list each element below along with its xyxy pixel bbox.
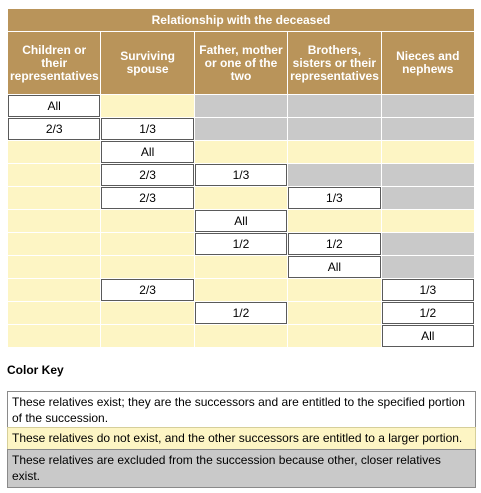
table-cell-spouse: All [101,141,194,164]
table-cell-spouse [101,256,194,279]
column-header-siblings: Brothers, sisters or their representatives [288,32,381,95]
table-row [8,233,475,256]
table-cell-spouse: 1/3 [101,118,194,141]
table-cell-children [8,141,101,164]
table-cell-children [8,210,101,233]
table-cell-siblings [288,325,381,348]
table-cell-nieces-nephews: All [381,325,474,348]
table-cell-nieces-nephews [381,256,474,279]
table-cell-parents [194,118,287,141]
table-cell-siblings: All [288,256,381,279]
table-cell-siblings: 1/3 [288,187,381,210]
table-cell-spouse [101,325,194,348]
table-cell-siblings [288,118,381,141]
table-cell-siblings [288,164,381,187]
table-cell-parents: 1/3 [194,164,287,187]
table-cell-parents: All [194,210,287,233]
table-cell-nieces-nephews [381,210,474,233]
table-cell-nieces-nephews [381,141,474,164]
table-cell-parents [194,325,287,348]
table-row [8,210,475,233]
color-key-title: Color Key [7,363,64,377]
table-row [8,325,475,348]
table-cell-children: All [8,95,101,118]
column-header-nieces-nephews: Nieces and nephews [381,32,474,95]
table-cell-parents [194,187,287,210]
succession-table [7,8,475,348]
table-cell-nieces-nephews [381,164,474,187]
table-cell-nieces-nephews: 1/2 [381,302,474,325]
table-cell-children: 2/3 [8,118,101,141]
table-cell-spouse [101,95,194,118]
column-header-parents: Father, mother or one of the two [194,32,287,95]
table-cell-parents: 1/2 [194,233,287,256]
table-cell-nieces-nephews [381,95,474,118]
table-row [8,141,475,164]
table-cell-spouse: 2/3 [101,187,194,210]
table-cell-parents [194,279,287,302]
table-cell-spouse [101,302,194,325]
table-cell-spouse [101,233,194,256]
table-title: Relationship with the deceased [8,9,475,32]
column-header-spouse: Surviving spouse [101,32,194,95]
table-cell-siblings [288,210,381,233]
table-row [8,279,475,302]
table-row [8,164,475,187]
table-cell-siblings [288,95,381,118]
table-row [8,256,475,279]
table-row [8,187,475,210]
color-key-yellow-entry: These relatives do not exist, and the other successors are entitled to a larger portion. [7,427,476,450]
table-row [8,95,475,118]
color-key-white-entry: These relatives exist; they are the successors and are entitled to the specified portion of the succession. [7,391,476,430]
table-cell-siblings [288,279,381,302]
table-cell-children [8,279,101,302]
table-cell-parents [194,141,287,164]
table-cell-children [8,256,101,279]
table-cell-children [8,233,101,256]
column-header-row [8,32,475,95]
table-cell-siblings [288,141,381,164]
table-cell-nieces-nephews [381,118,474,141]
table-cell-children [8,187,101,210]
table-cell-spouse [101,210,194,233]
table-cell-siblings: 1/2 [288,233,381,256]
table-row [8,118,475,141]
color-key-gray-entry: These relatives are excluded from the succession because other, closer relatives exist. [7,449,476,488]
table-body [8,95,475,348]
table-cell-children [8,325,101,348]
table-cell-parents [194,95,287,118]
table-cell-nieces-nephews [381,233,474,256]
table-cell-spouse: 2/3 [101,279,194,302]
table-cell-nieces-nephews: 1/3 [381,279,474,302]
table-cell-parents [194,256,287,279]
table-cell-children [8,302,101,325]
table-row [8,302,475,325]
table-cell-nieces-nephews [381,187,474,210]
table-cell-siblings [288,302,381,325]
table-cell-spouse: 2/3 [101,164,194,187]
table-cell-children [8,164,101,187]
column-header-children: Children or their representatives [8,32,101,95]
table-cell-parents: 1/2 [194,302,287,325]
